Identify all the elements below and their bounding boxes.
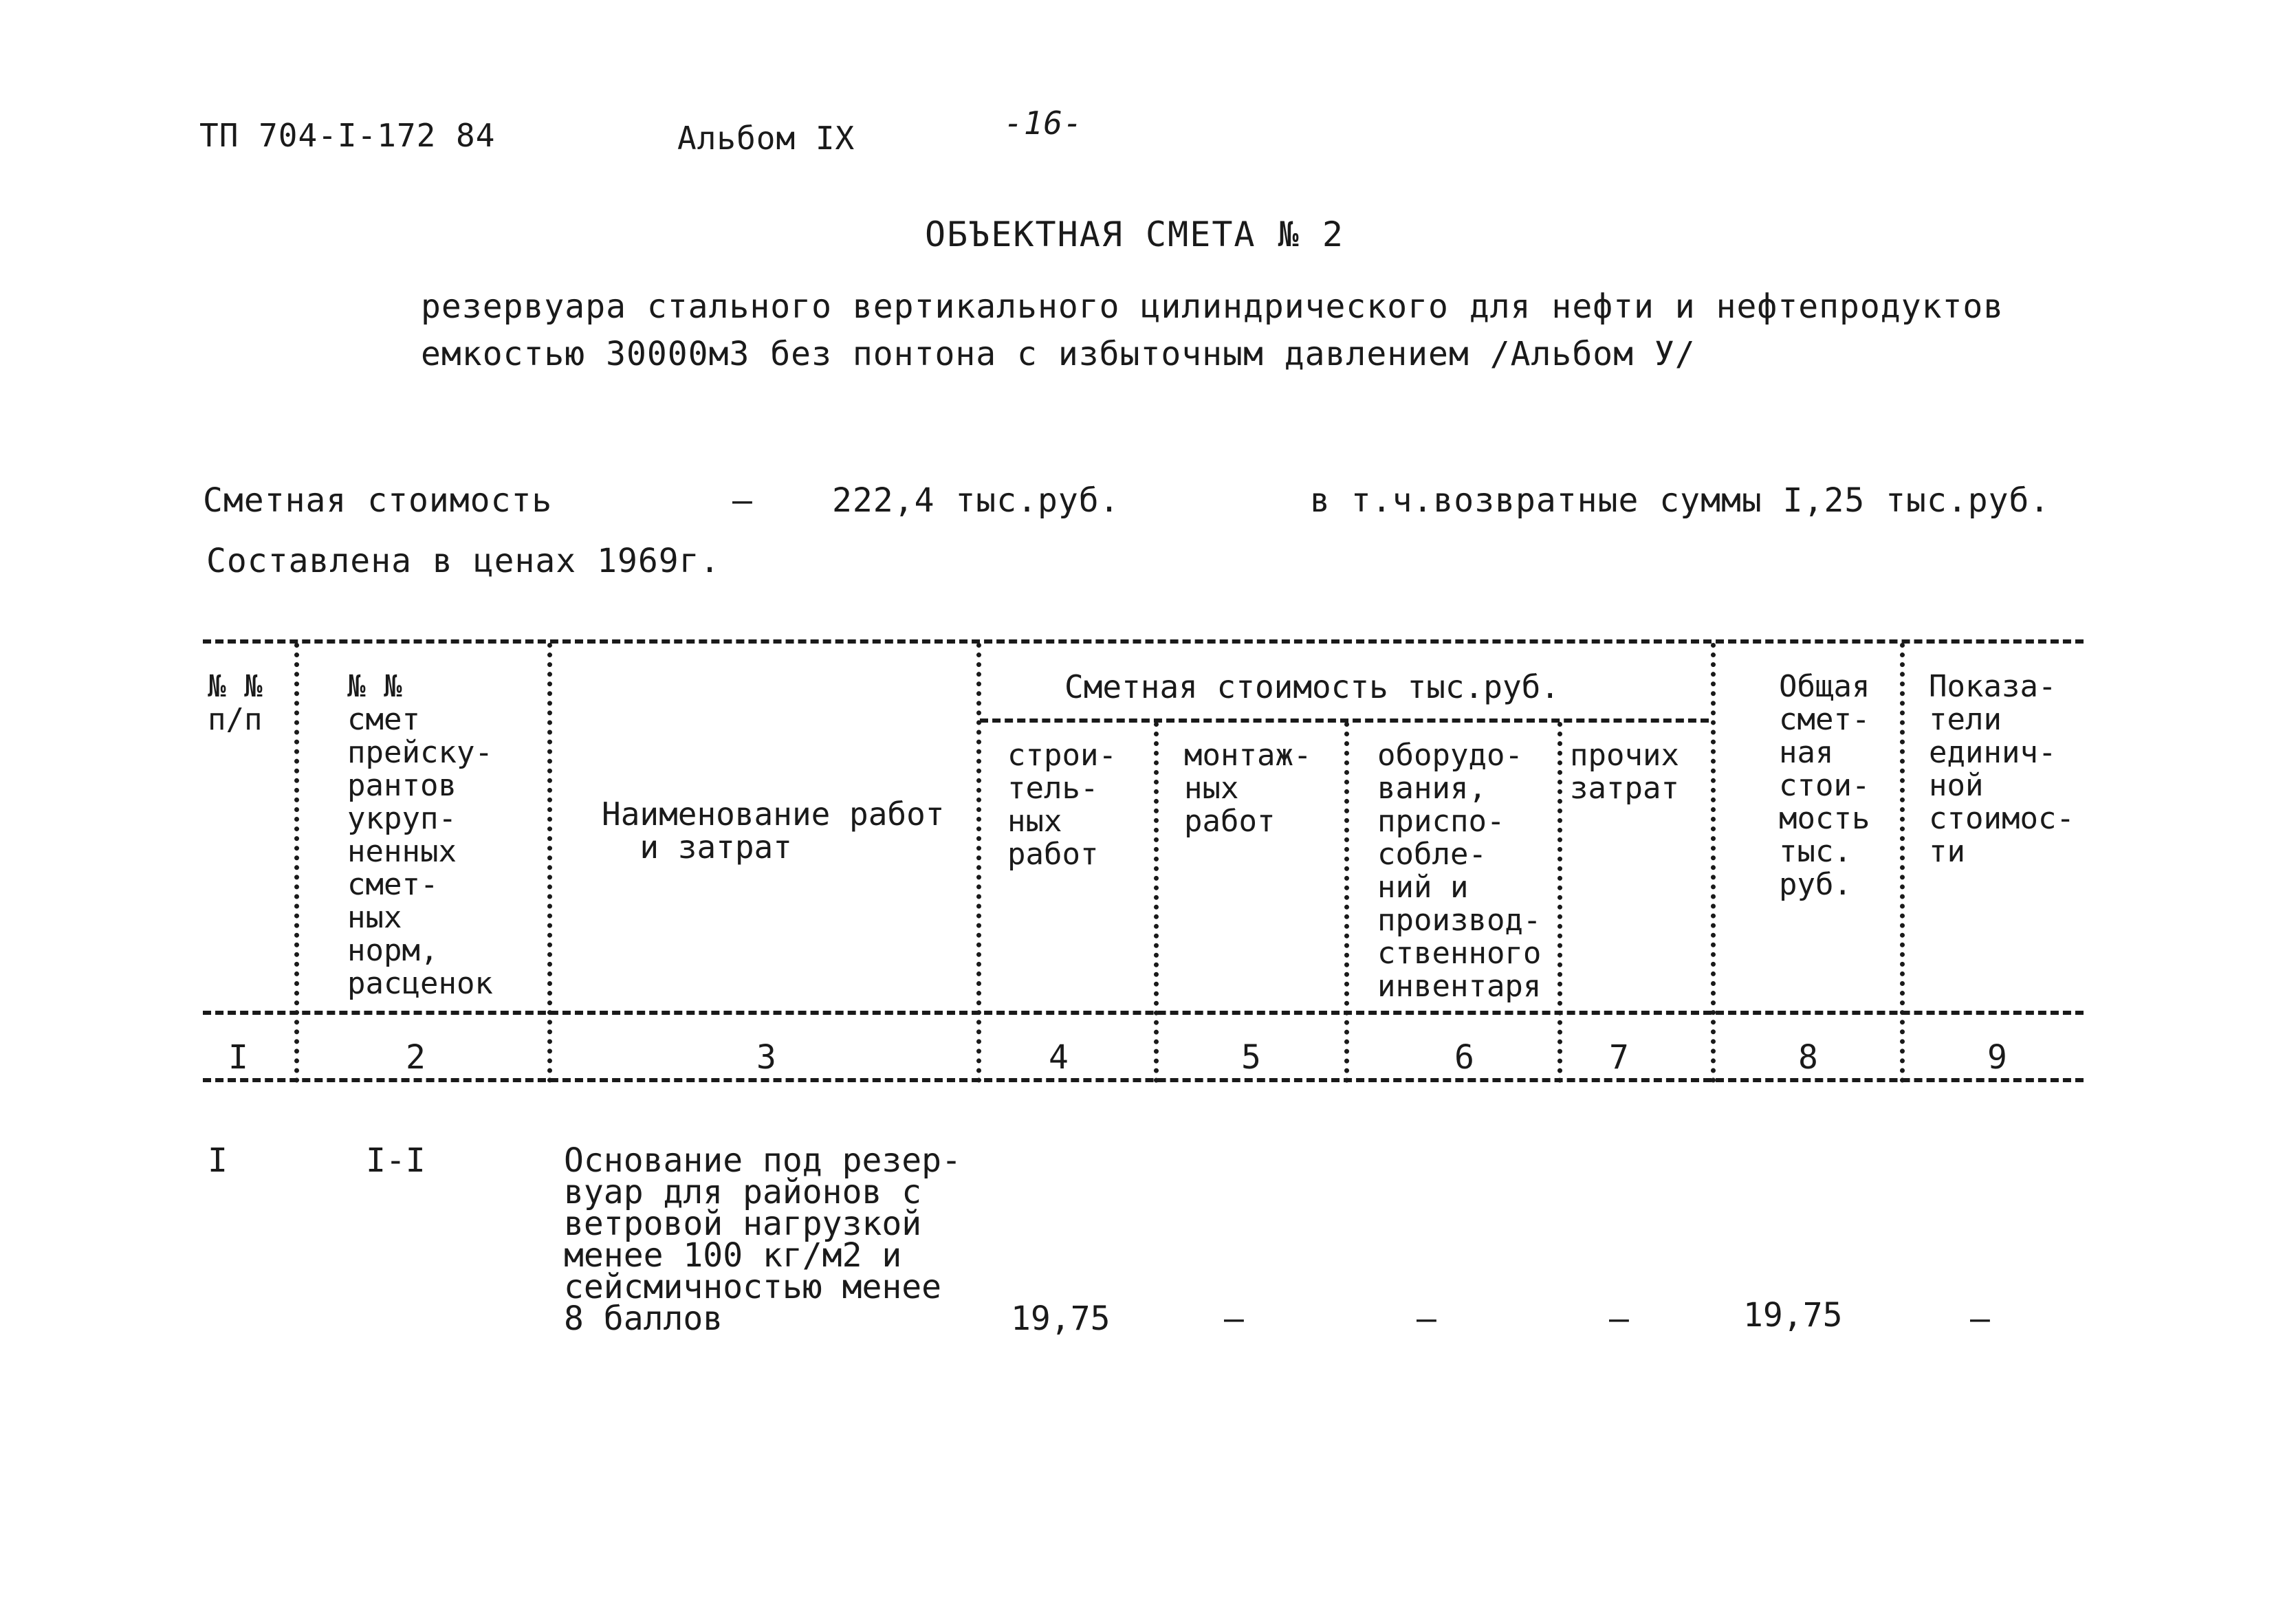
header-bottom-rule	[203, 1011, 2084, 1015]
estimate-title: ОБЪЕКТНАЯ СМЕТА № 2	[925, 215, 1344, 254]
page-number: -16-	[1004, 105, 1083, 142]
row-work-name: Основание под резер- вуар для районов с ветровой нагрузкой менее 100 кг/м2 и сейсмичностью менее 8 баллов	[564, 1141, 961, 1338]
col-sep-4	[1154, 722, 1159, 1083]
row-equipment-cost: –	[1417, 1299, 1436, 1338]
subtitle-line-1: резервуара стального вертикального цилиндрического для нефти и нефтепродуктов	[421, 287, 2004, 326]
header-unit-cost: Показа- тели единич- ной стоимос- ти	[1929, 669, 2075, 869]
col-number-3: 3	[756, 1038, 776, 1077]
col-number-4: 4	[1049, 1038, 1069, 1077]
subtitle-line-2: емкостью 30000м3 без понтона с избыточным давлением /Альбом У/	[421, 335, 1696, 373]
col-sep-2	[547, 643, 552, 1083]
document-code: ТП 704-I-172 84	[199, 117, 496, 154]
header-total: Общая смет- ная стои- мость тыс. руб.	[1779, 669, 1870, 902]
cost-value: 222,4 тыс.руб.	[832, 481, 1120, 520]
refund-amount: в т.ч.возвратные суммы I,25 тыс.руб.	[1310, 481, 2051, 520]
header-work-name: Наименование работ и затрат	[602, 795, 945, 866]
col-number-1: I	[228, 1038, 248, 1077]
col-number-9: 9	[1987, 1038, 2007, 1077]
header-other: прочих затрат	[1570, 738, 1679, 806]
header-equipment: оборудо- вания, приспо- собле- ний и производ- ственного инвентаря	[1377, 738, 1542, 1004]
row-unit-cost: –	[1970, 1299, 1990, 1338]
col-number-6: 6	[1454, 1038, 1474, 1077]
cost-label: Сметная стоимость	[203, 481, 553, 520]
header-cost-group: Сметная стоимость тыс.руб.	[1064, 668, 1560, 705]
header-construction: строи- тель- ных работ	[1007, 738, 1117, 872]
row-construction-cost: 19,75	[1011, 1299, 1111, 1338]
col-sep-8	[1900, 643, 1905, 1083]
row-other-cost: –	[1609, 1299, 1629, 1338]
col-number-5: 5	[1241, 1038, 1261, 1077]
cost-dash: –	[732, 481, 753, 520]
header-installation: монтаж- ных работ	[1184, 738, 1312, 839]
row-installation-cost: –	[1224, 1299, 1244, 1338]
row-item-number: I	[208, 1141, 228, 1180]
col-number-7: 7	[1609, 1038, 1629, 1077]
row-total-cost: 19,75	[1743, 1296, 1843, 1335]
price-basis: Составлена в ценах 1969г.	[206, 542, 721, 580]
col-sep-6	[1557, 722, 1562, 1083]
numbers-rule	[203, 1078, 2084, 1082]
col-sep-5	[1344, 722, 1349, 1083]
header-norm-codes: № № смет прейску- рантов укруп- ненных смет- ных норм, расценок	[347, 669, 493, 1001]
col-number-2: 2	[406, 1038, 426, 1077]
col-sep-3	[976, 643, 981, 1083]
table-top-rule	[203, 639, 2084, 644]
col-sep-7	[1711, 643, 1716, 1083]
album-label: Альбом IX	[677, 120, 855, 157]
col-sep-1	[294, 643, 299, 1083]
col-number-8: 8	[1798, 1038, 1818, 1077]
header-item-number: № № п/п	[208, 669, 263, 737]
row-norm-code: I-I	[366, 1141, 426, 1180]
